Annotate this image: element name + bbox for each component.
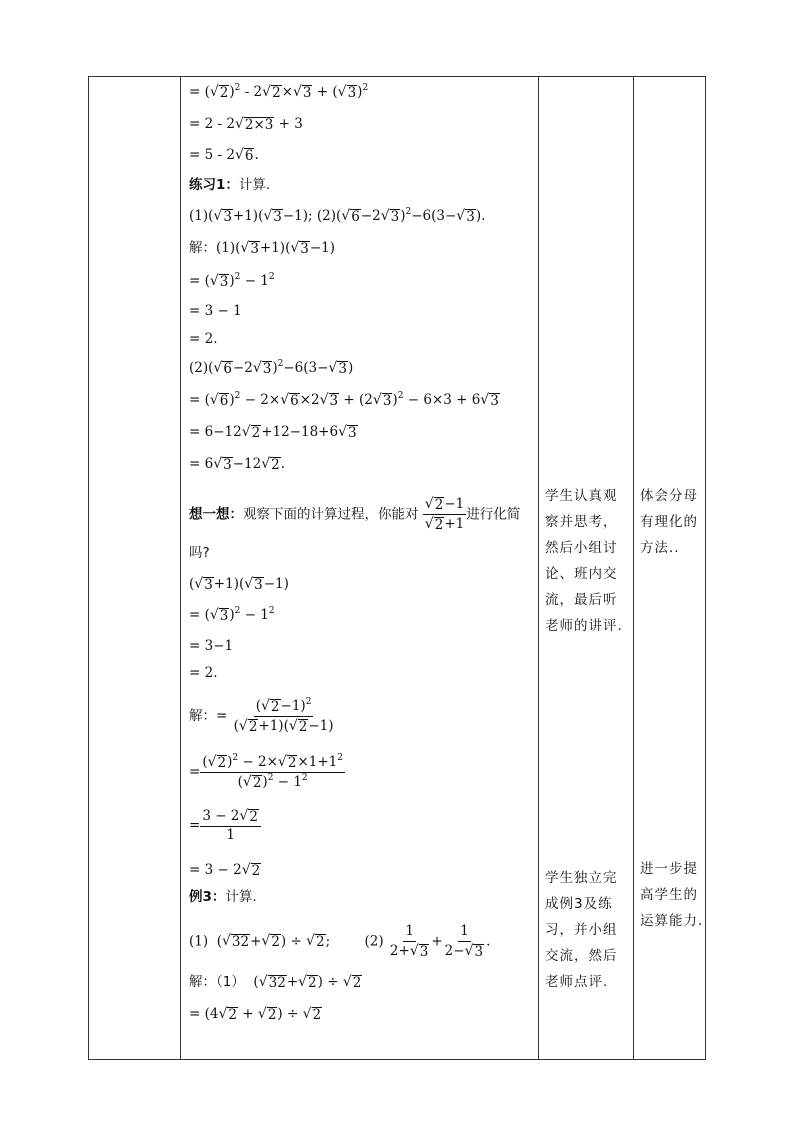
fraction-expression: 1 2+ √ 3 bbox=[389, 923, 429, 960]
exercise-1-title: 练习1： bbox=[189, 177, 239, 193]
equation-line: = ( √ 2 )$^2$ - 2 √ 2 × √ 3 + ( √ 3 )$^2$ bbox=[189, 83, 369, 101]
example-3-problem: (1) ( √ 32 + √ 2 ) ÷ √ 2 ; (2) 1 2+ √ 3 + 1 2− √ 3 . bbox=[189, 923, 491, 960]
solution-line: 解：(1)( √ 3 +1)( √ 3 −1) bbox=[189, 240, 336, 257]
fraction-expression: 3 − 2 √ 2 1 bbox=[200, 809, 261, 843]
think-line: = 2. bbox=[189, 665, 218, 681]
example-3-title: 例3： bbox=[189, 889, 226, 905]
teaching-content-column bbox=[181, 77, 537, 1059]
think-line: ( √ 3 +1)( √ 3 −1) bbox=[189, 576, 289, 593]
student-activity-1: 学生认真观察并思考，然后小组讨论、班内交流，最后听老师的讲评. bbox=[545, 488, 623, 634]
equation-line: = 2 - 2 √ 2×3 + 3 bbox=[189, 116, 303, 133]
think-solution: = 3 − 2 √ 2 1 bbox=[189, 809, 261, 843]
fraction-expression: ( √ 2 −1)$^2$ ( √ 2 +1)( √ 2 −1) bbox=[233, 697, 334, 736]
problem-label: (1) bbox=[189, 933, 209, 950]
exercise-1-task: 计算. bbox=[238, 177, 271, 193]
exercise-1-heading bbox=[189, 179, 270, 193]
solution-line: = ( √ 3 )$^2 - 1^2$ bbox=[189, 272, 275, 290]
think-heading bbox=[189, 497, 520, 532]
example-3-heading bbox=[189, 891, 257, 905]
think-line: = ( √ 3 )$^2 - 1^2$ bbox=[189, 606, 275, 624]
solution-line: = 6 √ 3 −12 √ 2 . bbox=[189, 456, 286, 473]
think-solution: = 3 − 2 √ 2 bbox=[189, 862, 261, 879]
solution-line: = ( √ 6 )$^2$ − 2× √ 6 ×2 √ 3 + (2 √ 3 )$^2$ − 6×3 + 6 √ 3 bbox=[189, 391, 499, 409]
think-text: 进行化简 bbox=[466, 506, 521, 523]
example-3-solution: 解：（1） ( √ 32 + √ 2 ) ÷ √ 2 bbox=[189, 974, 362, 991]
solution-label: 解： bbox=[189, 708, 216, 725]
student-activity-2: 学生独立完成例3及练习，并小组交流，然后老师点评. bbox=[545, 870, 618, 990]
design-intent-2: 进一步提高学生的运算能力. bbox=[640, 861, 704, 929]
problem-label: (2) bbox=[364, 933, 384, 950]
example-3-solution: = (4 √ 2 + √ 2 ) ÷ √ 2 bbox=[189, 1006, 322, 1023]
think-solution: = ( √ 2 )$^2$ − 2× √ 2 $\times 1+1^2$ ( √ 2 )$^2 - 1^2$ bbox=[189, 753, 343, 792]
fraction-expression: 1 2− √ 3 bbox=[444, 923, 484, 960]
column-divider-3 bbox=[633, 77, 634, 1059]
column-divider-2 bbox=[538, 77, 539, 1059]
lesson-table bbox=[88, 76, 706, 1060]
think-text-question: 吗? bbox=[189, 545, 210, 561]
example-3-task: 计算. bbox=[225, 889, 257, 905]
design-intent-1: 体会分母有理化的方法.. bbox=[640, 488, 698, 556]
think-title: 想一想： bbox=[189, 506, 243, 523]
solution-line: = 3 − 1 bbox=[189, 303, 242, 319]
solution-label: 解： bbox=[189, 240, 216, 256]
solution-line: = 2. bbox=[189, 331, 218, 347]
solution-line: (2)( √ 6 −2 √ 3 )$^2$−6(3− √ 3 ) bbox=[189, 359, 354, 377]
fraction-expression: ( √ 2 )$^2$ − 2× √ 2 $\times 1+1^2$ ( √ 2 )$^2 - 1^2$ bbox=[202, 753, 343, 792]
think-text: 观察下面的计算过程，你能对 bbox=[243, 506, 419, 523]
exercise-1-problem: (1)( √ 3 +1)( √ 3 −1); (2)( √ 6 −2 √ 3 )$^2$−6(3− √ 3 ). bbox=[189, 207, 486, 225]
fraction-expression: √ 2 −1 √ 2 +1 bbox=[424, 496, 465, 534]
solution-line: = 6−12 √ 2 +12−18+6 √ 3 bbox=[189, 424, 357, 441]
think-solution: 解：= ( √ 2 −1)$^2$ ( √ 2 +1)( √ 2 −1) bbox=[189, 697, 334, 736]
think-line: = 3−1 bbox=[189, 638, 234, 654]
equation-line: = 5 - 2 √ 6 . bbox=[189, 147, 259, 164]
solution-label: 解：（1） bbox=[189, 974, 245, 990]
